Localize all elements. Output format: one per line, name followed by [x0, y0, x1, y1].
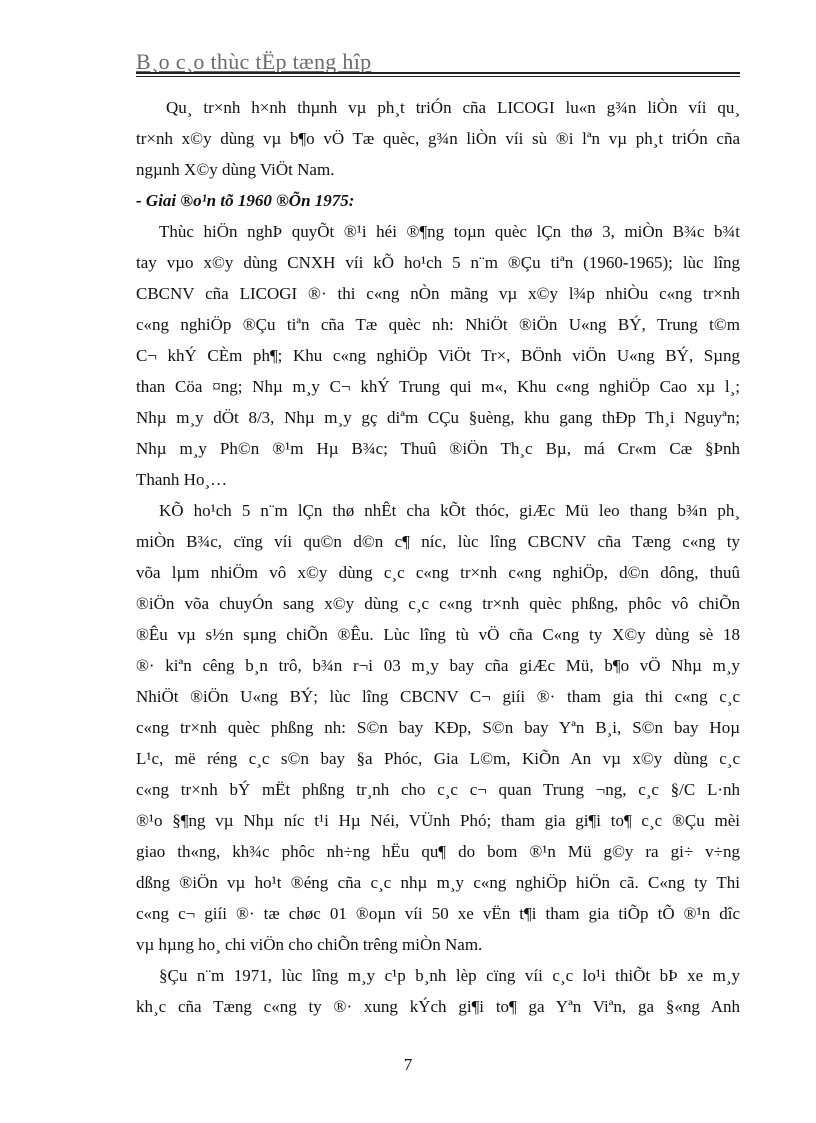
paragraph-line: ®¹o §¶ng vµ Nhµ níc t¹i Hµ Néi, VÜnh Phó; tham gia gi¶i to¶ c¸c ®Çu mèi	[136, 811, 740, 830]
paragraph-line: CBCNV cña LICOGI ®· thi c«ng nÒn mãng vµ x©y l¾p nhiÒu c«ng tr×nh	[136, 284, 740, 303]
paragraph-line: c«ng tr×nh bÝ mËt phßng tr¸nh cho c¸c c¬ quan Trung ¬ng, c¸c §/C L·nh	[136, 780, 740, 799]
header-title: B¸o c¸o thùc tËp tæng hîp	[136, 49, 372, 74]
paragraph-line: dßng ®iÖn vµ ho¹t ®éng cña c¸c nhµ m¸y c«ng nghiÖp hiÖn cã. C«ng ty Thi	[136, 873, 740, 892]
paragraph-line: c«ng nghiÖp ®Çu tiªn cña Tæ quèc nh: NhiÖt ®iÖn U«ng BÝ, Trung t©m	[136, 315, 740, 334]
paragraph-line: §Çu n¨m 1971, lùc lîng m¸y c¹p b¸nh lèp cïng víi c¸c lo¹i thiÕt bÞ xe m¸y	[159, 966, 740, 985]
paragraph-line: ngµnh X©y dùng ViÖt Nam.	[136, 160, 335, 179]
paragraph-line: Nhµ m¸y dÖt 8/3, Nhµ m¸y gç diªm CÇu §uèng, khu gang thÐp Th¸i Nguyªn;	[136, 408, 740, 427]
paragraph-line: KÕ ho¹ch 5 n¨m lÇn thø nhÊt cha kÕt thóc, giÆc Mü leo thang b¾n ph¸	[159, 501, 740, 520]
paragraph-line: võa lµm nhiÖm vô x©y dùng c¸c c«ng tr×nh c«ng nghiÖp, d©n dông, thuû	[136, 563, 740, 582]
paragraph-line: ®· kiªn cêng b¸n trô, b¾n r¬i 03 m¸y bay cña giÆc Mü, b¶o vÖ Nhµ m¸y	[136, 656, 740, 675]
paragraph-line: c«ng tr×nh quèc phßng nh: S©n bay KÐp, S©n bay Yªn B¸i, S©n bay Hoµ	[136, 718, 740, 737]
section-heading: - Giai ®o¹n tõ 1960 ®Õn 1975:	[136, 191, 355, 210]
paragraph-line: vµ hµng ho¸ chi viÖn cho chiÕn trêng miÒn Nam.	[136, 935, 483, 954]
paragraph-line: kh¸c cña Tæng c«ng ty ®· xung kÝch gi¶i to¶ ga Yªn Viªn, ga §«ng Anh	[136, 997, 740, 1016]
paragraph-line: than Cöa ¤ng; Nhµ m¸y C¬ khÝ Trung qui m«, Khu c«ng nghiÖp Cao xµ l¸;	[136, 377, 740, 396]
paragraph-line: Qu¸ tr×nh h×nh thµnh vµ ph¸t triÓn cña LICOGI lu«n g¾n liÒn víi qu¸	[166, 98, 740, 117]
header-rule-thick	[136, 72, 740, 74]
paragraph-line: c«ng c¬ giíi ®· tæ chøc 01 ®oµn víi 50 xe vËn t¶i tham gia tiÕp tÕ ®¹n dîc	[136, 904, 740, 923]
paragraph-line: Nhµ m¸y Ph©n ®¹m Hµ B¾c; Thuû ®iÖn Th¸c Bµ, má Cr«m Cæ §Þnh	[136, 439, 740, 458]
paragraph-line: giao th«ng, kh¾c phôc nh÷ng hËu qu¶ do bom ®¹n Mü g©y ra gi÷ v÷ng	[136, 842, 740, 861]
paragraph-line: NhiÖt ®iÖn U«ng BÝ; lùc lîng CBCNV C¬ giíi ®· tham gia thi c«ng c¸c	[136, 687, 740, 706]
paragraph-line: miÒn B¾c, cïng víi qu©n d©n c¶ níc, lùc lîng CBCNV cña Tæng c«ng ty	[136, 532, 740, 551]
paragraph-line: Thanh Ho¸…	[136, 470, 228, 489]
paragraph-line: Thùc hiÖn nghÞ quyÕt ®¹i héi ®¶ng toµn quèc lÇn thø 3, miÒn B¾c b¾t	[159, 222, 740, 241]
page-number: 7	[403, 1055, 413, 1074]
body-text	[136, 92, 740, 1022]
paragraph-line: C¬ khÝ CÈm ph¶; Khu c«ng nghiÖp ViÖt Tr×, BÖnh viÖn U«ng BÝ, Sµng	[136, 346, 740, 365]
header-rule-thin	[136, 76, 740, 77]
paragraph-line: ®iÖn võa chuyÓn sang x©y dùng c¸c c«ng tr×nh quèc phßng, phôc vô chiÕn	[136, 594, 740, 613]
paragraph-line: tay vµo x©y dùng CNXH víi kÕ ho¹ch 5 n¨m ®Çu tiªn (1960-1965); lùc lîng	[136, 253, 740, 272]
paragraph-line: tr×nh x©y dùng vµ b¶o vÖ Tæ quèc, g¾n liÒn víi sù ®i lªn vµ ph¸t triÓn cña	[136, 129, 740, 148]
paragraph-line: ®Êu vµ s½n sµng chiÕn ®Êu. Lùc lîng tù vÖ cña C«ng ty X©y dùng sè 18	[136, 625, 740, 644]
paragraph-line: L¹c, më réng c¸c s©n bay §a Phóc, Gia L©m, KiÕn An vµ x©y dùng c¸c	[136, 749, 740, 768]
